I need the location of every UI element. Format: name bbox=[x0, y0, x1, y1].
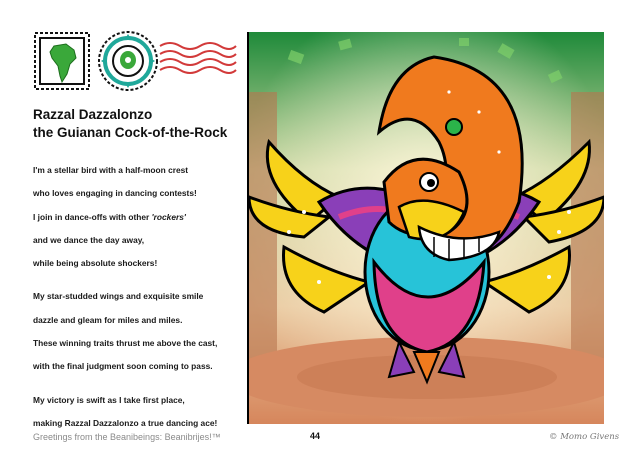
page-number: 44 bbox=[310, 431, 321, 441]
poem bbox=[33, 165, 248, 441]
poem-line: dazzle and gleam for miles and miles. bbox=[33, 314, 183, 325]
poem-line: with the final judgment soon coming to pass. bbox=[33, 361, 213, 372]
cock-of-the-rock-illustration bbox=[249, 32, 604, 424]
poem-emphasis: 'rockers' bbox=[151, 211, 186, 222]
poem-line-text: I join in dance-offs with other bbox=[33, 211, 152, 222]
poem-line: These winning traits thrust me above the cast, bbox=[33, 338, 218, 349]
poem-line: making Razzal Dazzalonzo a true dancing ace! bbox=[33, 417, 218, 428]
south-america-stamp-icon bbox=[34, 32, 90, 90]
title-species: the Guianan Cock-of-the-Rock bbox=[33, 125, 228, 140]
poem-line: My star-studded wings and exquisite smile bbox=[33, 291, 204, 302]
poem-line bbox=[33, 212, 248, 235]
artist-credit: © Momo Givens bbox=[549, 432, 620, 442]
title-name: Razzal Dazzalonzo bbox=[33, 107, 153, 122]
poem-line: My victory is swift as I take first place, bbox=[33, 394, 185, 405]
postmark-waves-icon bbox=[158, 40, 238, 80]
stamp-group bbox=[34, 30, 234, 92]
page-title bbox=[33, 106, 233, 142]
poem-line: and we dance the day away, bbox=[33, 234, 145, 245]
poem-line: while being absolute shockers! bbox=[33, 258, 158, 269]
toucan-stamp-icon bbox=[97, 30, 159, 92]
poem-line: who loves engaging in dancing contests! bbox=[33, 188, 197, 199]
poem-line: I'm a stellar bird with a half-moon crest bbox=[33, 165, 189, 175]
book-title-footer: Greetings from the Beanibeings: Beanibrijes!™ bbox=[33, 432, 221, 442]
illustration bbox=[249, 32, 604, 424]
